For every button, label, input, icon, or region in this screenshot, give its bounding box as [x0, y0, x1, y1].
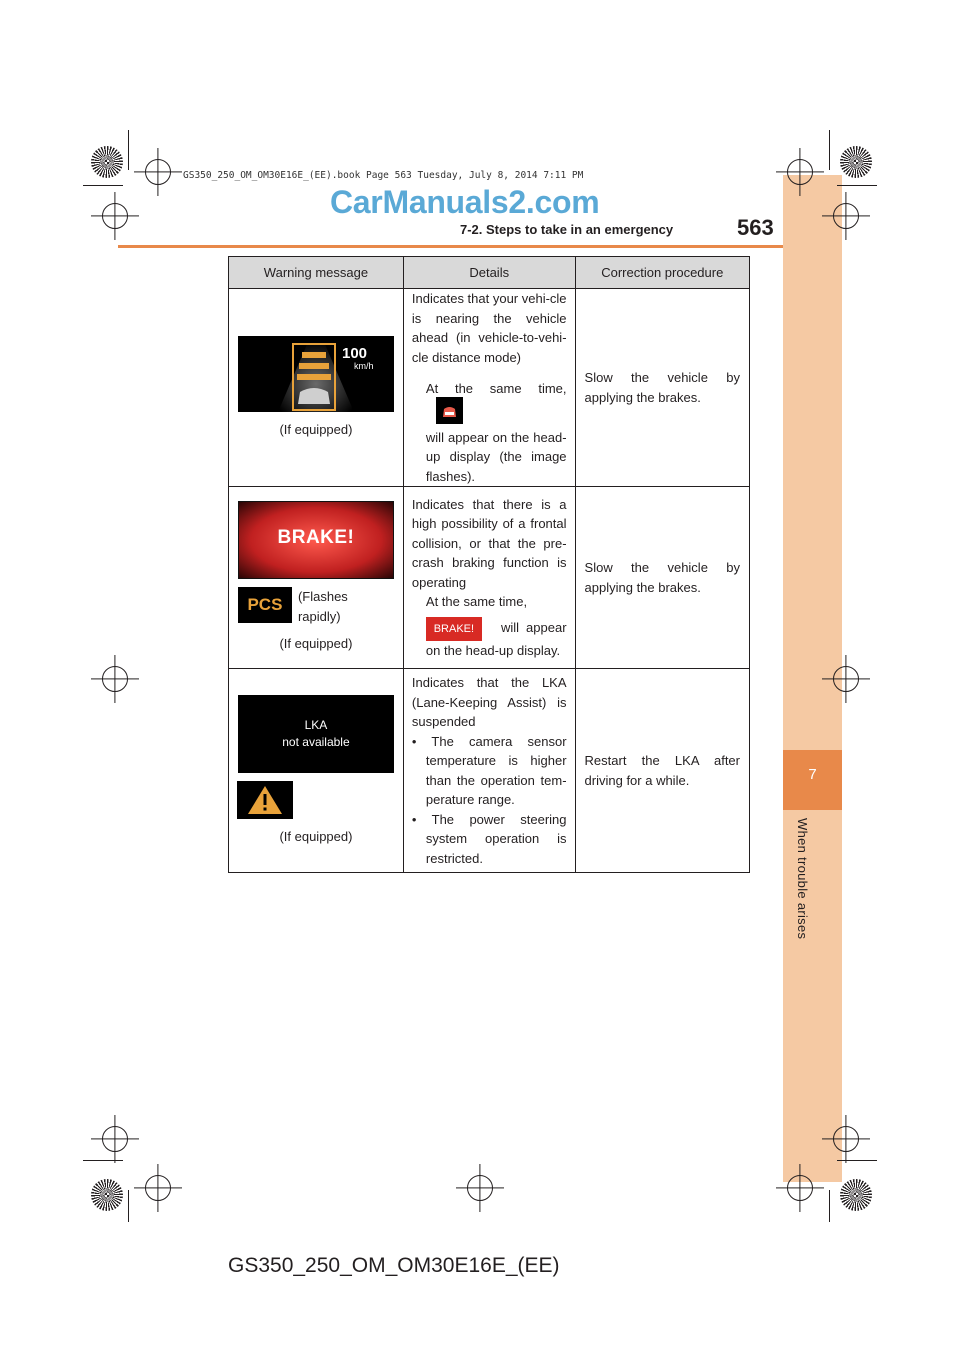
equipment-caption: (If equipped) [279, 421, 353, 437]
lka-unavailable-display [238, 695, 394, 773]
table-row [229, 487, 750, 669]
table-row [229, 289, 750, 487]
flash-note: (Flashes rapidly) [297, 589, 348, 624]
registration-mark-icon [102, 203, 128, 229]
equipment-caption: (If equipped) [279, 636, 353, 652]
section-title: 7-2. Steps to take in an emergency [460, 222, 674, 237]
details-bullet: • The power steering system operation is restricted. [411, 811, 567, 866]
warning-triangle-icon [237, 781, 293, 819]
correction-cell: Slow the vehicle by applying the brakes. [575, 289, 749, 487]
correction-cell: Slow the vehicle by applying the brakes. [575, 487, 749, 669]
lka-display-line2: not available [282, 734, 350, 749]
distance-warning-display [238, 336, 394, 412]
column-header: Correction procedure [575, 257, 749, 289]
crop-line [83, 1160, 123, 1161]
header-rule [118, 245, 783, 248]
registration-burst-icon [91, 1179, 123, 1211]
details-cell [403, 669, 575, 873]
registration-mark-icon [467, 1175, 493, 1201]
hud-note-after: will appear on the head-up display (the image flashes). [425, 429, 567, 484]
crop-line [128, 1190, 129, 1222]
hud-note-before: At the same time, [425, 381, 567, 396]
page-number: 563 [737, 215, 774, 240]
pcs-indicator-group [238, 587, 394, 626]
hud-vehicle-icon [436, 397, 463, 424]
hud-note-after: will appear on the head-up display. [425, 620, 567, 658]
registration-mark-icon [145, 159, 171, 185]
registration-burst-icon [840, 146, 872, 178]
hud-brake-icon: BRAKE! [426, 617, 482, 641]
document-code: GS350_250_OM_OM30E16E_(EE) [228, 1254, 560, 1277]
vehicle-ahead-graphic [238, 336, 394, 412]
table-row [229, 669, 750, 873]
registration-mark-icon [787, 1175, 813, 1201]
hud-note [412, 617, 567, 661]
details-text: Indicates that the LKA (Lane-Keeping Assist) is suspended [411, 675, 567, 729]
print-info-line: GS350_250_OM_OM30E16E_(EE).book Page 563 Tuesday, July 8, 2014 7:11 PM [183, 170, 584, 181]
crop-line [829, 1190, 830, 1222]
crop-line [837, 1160, 877, 1161]
registration-burst-icon [840, 1179, 872, 1211]
column-header: Warning message [229, 257, 404, 289]
registration-mark-icon [102, 666, 128, 692]
registration-mark-icon [833, 666, 859, 692]
details-bullet: • The camera sensor temperature is higher than the operation tem-perature range. [411, 733, 567, 807]
registration-mark-icon [833, 1126, 859, 1152]
registration-mark-icon [833, 203, 859, 229]
speed-unit: km/h [353, 360, 374, 371]
warning-message-cell [229, 669, 404, 873]
chapter-number: 7 [808, 766, 817, 783]
crop-line [837, 185, 877, 186]
lka-display-line1: LKA [304, 717, 328, 732]
watermark-link[interactable]: CarManuals2.com [330, 184, 600, 220]
crop-line [128, 130, 129, 170]
registration-burst-icon [91, 146, 123, 178]
brake-warning-display [238, 501, 394, 579]
brake-display-text: BRAKE! [277, 527, 355, 549]
details-cell [403, 487, 575, 669]
correction-cell: Restart the LKA after driving for a while. [575, 669, 749, 873]
warning-message-cell [229, 289, 404, 487]
pcs-warning-light-icon: PCS [238, 587, 292, 623]
speed-value: 100 [341, 344, 367, 362]
crop-line [83, 185, 123, 186]
registration-mark-icon [145, 1175, 171, 1201]
crop-line [829, 130, 830, 170]
details-text: Indicates that your vehi-cle is nearing the vehicle ahead (in vehicle-to-vehi-cle distance mode) [411, 291, 567, 365]
details-text: Indicates that there is a high possibility of a frontal collision, or that the pre-crash braking function is operating [411, 496, 567, 590]
equipment-caption: (If equipped) [279, 828, 353, 844]
warning-message-cell [229, 487, 404, 669]
registration-mark-icon [102, 1126, 128, 1152]
warning-message-table [228, 256, 750, 873]
table-header-row [229, 257, 750, 289]
hud-note-before: At the same time, [425, 594, 528, 610]
details-cell [403, 289, 575, 487]
chapter-label: When trouble arises [795, 818, 810, 940]
registration-mark-icon [787, 159, 813, 185]
hud-note [412, 379, 567, 486]
column-header: Details [403, 257, 575, 289]
